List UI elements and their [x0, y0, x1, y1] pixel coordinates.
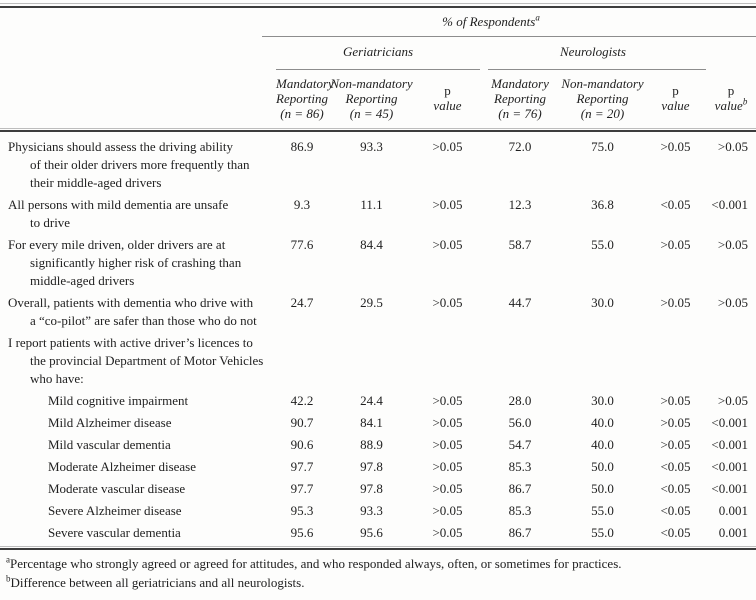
table-row	[0, 458, 756, 476]
cell-value: >0.05	[660, 437, 691, 452]
title-superscript: a	[535, 12, 540, 23]
col-header-ger-mandatory	[276, 70, 334, 126]
row-label-line: Severe vascular dementia	[48, 525, 181, 540]
cell-value: 95.6	[290, 525, 314, 540]
cell-value: 55.0	[591, 237, 614, 252]
row-label-line: the provincial Department of Motor Vehicles	[30, 353, 264, 368]
col-header-overall-p-value	[706, 70, 756, 126]
cell-value: 90.7	[290, 415, 314, 430]
row-label-line: a “co-pilot” are safer than those who do not	[30, 313, 257, 328]
group-header-geriatricians: Geriatricians	[342, 44, 414, 59]
cell-value: 9.3	[293, 197, 311, 212]
group-header-row	[0, 37, 756, 67]
cell-value: >0.05	[717, 139, 748, 154]
row-label	[0, 414, 276, 432]
row-label	[0, 334, 276, 388]
cell-value: 55.0	[591, 525, 614, 540]
footnote-text: Percentage who strongly agreed or agreed for attitudes, and who responded always, often, or sometimes for practices.	[10, 556, 622, 571]
cell-value: <0.001	[711, 459, 748, 474]
table-row	[0, 414, 756, 432]
cell-value: 42.2	[290, 393, 314, 408]
cell-value: <0.001	[711, 415, 748, 430]
bottom-rule	[0, 548, 756, 550]
table-row	[0, 524, 756, 542]
cell-value: 97.8	[360, 481, 383, 496]
cell-value: <0.05	[660, 503, 691, 518]
bottom-rule-light	[0, 546, 756, 547]
cell-value: 95.6	[360, 525, 383, 540]
cell-value: >0.05	[717, 237, 748, 252]
cell-value: 36.8	[591, 197, 614, 212]
table-section-row	[0, 334, 756, 388]
row-label-line: Mild vascular dementia	[48, 437, 171, 452]
cell-value: 86.7	[508, 481, 532, 496]
cell-value: 93.3	[360, 139, 383, 154]
footnote-marker: a	[6, 554, 10, 565]
cell-value: 24.4	[360, 393, 383, 408]
table-title-text: % of Respondents	[442, 14, 536, 29]
cell-value: >0.05	[432, 459, 463, 474]
cell-value: 0.001	[718, 525, 748, 540]
row-label-line: For every mile driven, older drivers are at	[8, 237, 226, 252]
row-label	[0, 502, 276, 520]
cell-value: 11.1	[360, 197, 383, 212]
footnote-b	[6, 574, 756, 593]
row-label	[0, 524, 276, 542]
col-header-line: Mandatory	[276, 75, 334, 91]
cell-value: 50.0	[591, 481, 614, 496]
cell-value: 77.6	[290, 237, 314, 252]
cell-value: >0.05	[432, 503, 463, 518]
table-row	[0, 294, 756, 330]
cell-value: 86.9	[290, 139, 314, 154]
cell-value: <0.001	[711, 197, 748, 212]
cell-value: 97.7	[290, 481, 314, 496]
cell-value: >0.05	[660, 295, 691, 310]
footnote-text: Difference between all geriatricians and all neurologists.	[10, 574, 305, 590]
cell-value: 75.0	[591, 139, 614, 154]
cell-value: >0.05	[432, 295, 463, 310]
cell-value: 44.7	[508, 295, 532, 310]
col-header-line: value	[661, 98, 690, 113]
row-label	[0, 294, 276, 330]
row-label	[0, 392, 276, 410]
cell-value: 24.7	[290, 295, 314, 310]
col-header-value-text: value	[714, 98, 743, 113]
row-label	[0, 138, 276, 192]
col-header-line: (n = 20)	[580, 105, 625, 121]
cell-value: 56.0	[508, 415, 532, 430]
row-label-line: Mild cognitive impairment	[48, 393, 189, 408]
cell-value: 28.0	[508, 393, 532, 408]
cell-value: >0.05	[660, 139, 691, 154]
col-header-line: Reporting	[276, 90, 328, 106]
cell-value: 84.1	[360, 415, 383, 430]
table-row	[0, 502, 756, 520]
row-label-line: significantly higher risk of crashing than	[30, 255, 242, 270]
row-label-line: their middle-aged drivers	[30, 175, 162, 190]
table-body	[0, 132, 756, 542]
row-label	[0, 436, 276, 454]
top-rule-light	[0, 3, 756, 4]
row-label-line: who have:	[30, 371, 84, 386]
cell-value: 40.0	[591, 415, 614, 430]
row-label	[0, 458, 276, 476]
cell-value: <0.05	[660, 459, 691, 474]
spacer	[0, 70, 276, 126]
group-header-neurologists: Neurologists	[560, 44, 626, 59]
row-label-line: of their older drivers more frequently than	[30, 157, 250, 172]
col-header-line: Non-mandatory	[330, 75, 413, 91]
cell-value: 90.6	[290, 437, 314, 452]
row-label-line: to drive	[30, 215, 71, 230]
table-row	[0, 196, 756, 232]
cell-value: >0.05	[432, 237, 463, 252]
cell-value: 12.3	[508, 197, 532, 212]
table-row	[0, 480, 756, 498]
col-header-line	[706, 98, 756, 113]
table-row	[0, 436, 756, 454]
cell-value: <0.001	[711, 437, 748, 452]
footnotes	[0, 555, 756, 592]
cell-value: 30.0	[591, 295, 614, 310]
cell-value: 55.0	[591, 503, 614, 518]
cell-value: 40.0	[591, 437, 614, 452]
cell-value: <0.05	[660, 525, 691, 540]
table-title-row	[0, 8, 756, 36]
cell-value: >0.05	[660, 393, 691, 408]
col-header-line: (n = 76)	[498, 105, 542, 121]
cell-value: >0.05	[660, 415, 691, 430]
cell-value: >0.05	[432, 197, 463, 212]
cell-value: 58.7	[508, 237, 532, 252]
col-header-line: (n = 45)	[349, 105, 394, 121]
cell-value: 0.001	[718, 503, 748, 518]
col-header-line: (n = 86)	[280, 105, 324, 121]
col-header-neu-nonmandatory	[560, 70, 645, 126]
table-row	[0, 138, 756, 192]
cell-value: >0.05	[717, 393, 748, 408]
row-label-line: Mild Alzheimer disease	[48, 415, 172, 430]
row-label-line: I report patients with active driver’s licences to	[8, 335, 253, 350]
cell-value: 93.3	[360, 503, 383, 518]
row-label-line: Severe Alzheimer disease	[48, 503, 182, 518]
cell-value: >0.05	[432, 481, 463, 496]
cell-value: 84.4	[360, 237, 383, 252]
cell-value: 29.5	[360, 295, 383, 310]
cell-value: <0.001	[711, 481, 748, 496]
row-label-line: Overall, patients with dementia who drive with	[8, 295, 254, 310]
row-label-line: middle-aged drivers	[30, 273, 135, 288]
col-header-line: Non-mandatory	[561, 75, 644, 91]
cell-value: >0.05	[660, 237, 691, 252]
cell-value: 72.0	[508, 139, 532, 154]
header-separator-light	[0, 128, 756, 129]
col-header-line: p	[672, 83, 679, 98]
table-row	[0, 392, 756, 410]
cell-value: 95.3	[290, 503, 314, 518]
row-label-line: All persons with mild dementia are unsafe	[8, 197, 229, 212]
col-header-line: Reporting	[576, 90, 629, 106]
cell-value: 54.7	[508, 437, 532, 452]
row-label-line: Moderate Alzheimer disease	[48, 459, 196, 474]
cell-value: >0.05	[432, 139, 463, 154]
row-label	[0, 196, 276, 232]
footnote-a	[6, 555, 756, 574]
col-header-line: Reporting	[345, 90, 398, 106]
row-label-line: Moderate vascular disease	[48, 481, 186, 496]
cell-value: >0.05	[717, 295, 748, 310]
col-header-ger-p-value	[415, 70, 480, 126]
table-title	[276, 14, 706, 30]
col-header-line: value	[433, 98, 462, 113]
footnote-marker: b	[6, 573, 11, 584]
col-header-ger-nonmandatory	[328, 70, 415, 126]
cell-value: >0.05	[432, 525, 463, 540]
col-header-neu-p-value	[645, 70, 706, 126]
row-label	[0, 236, 276, 290]
cell-value: 97.8	[360, 459, 383, 474]
row-label-line: Physicians should assess the driving ability	[8, 139, 233, 154]
col-header-line: p	[444, 83, 451, 98]
col-header-neu-mandatory	[480, 70, 560, 126]
row-label	[0, 480, 276, 498]
cell-value: >0.05	[432, 393, 463, 408]
cell-value: 30.0	[591, 393, 614, 408]
cell-value: >0.05	[432, 415, 463, 430]
col-header-line: Mandatory	[491, 75, 549, 91]
cell-value: 97.7	[290, 459, 314, 474]
cell-value: 88.9	[360, 437, 383, 452]
cell-value: 85.3	[508, 459, 532, 474]
cell-value: 85.3	[508, 503, 532, 518]
cell-value: 50.0	[591, 459, 614, 474]
col-header-line: Reporting	[494, 90, 546, 106]
col-header-superscript: b	[742, 96, 748, 107]
cell-value: >0.05	[432, 437, 463, 452]
cell-value: 86.7	[508, 525, 532, 540]
cell-value: <0.05	[660, 481, 691, 496]
cell-value: <0.05	[660, 197, 691, 212]
column-header-row	[0, 70, 756, 126]
table-row	[0, 236, 756, 290]
col-header-line: p	[727, 83, 735, 98]
